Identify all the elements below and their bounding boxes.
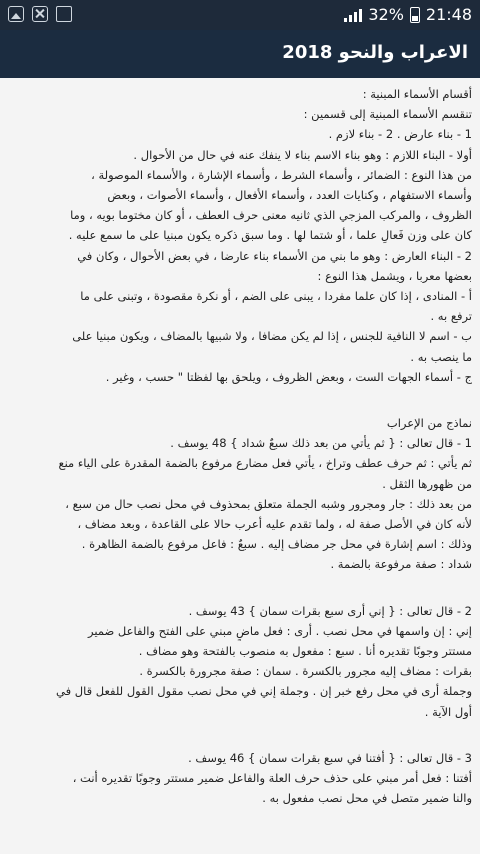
battery-percent: 32%	[368, 5, 404, 24]
article-line: إني : إن واسمها في محل نصب . أرى : فعل ماضٍ مبني على الفتح والفاعل ضمير	[88, 623, 472, 638]
image-icon	[8, 6, 24, 22]
notification-icons	[8, 6, 72, 22]
status-bar	[0, 0, 480, 30]
article-line: أولا - البناء اللازم : وهو بناء الاسم بناء لا ينفك عنه في حال من الأحوال .	[133, 147, 472, 162]
article-line: ج - أسماء الجهات الست ، وبعض الظروف ، ويلحق بها لفظتا " حسب ، وغير .	[105, 369, 472, 384]
article-line: نماذج من الإعراب	[386, 416, 472, 431]
article-line: كان على وزن فَعالِ علما ، أو شتما لها . وما سبق ذكره يكون مبنيا على ما سمع عليه .	[68, 228, 472, 243]
status-right	[344, 5, 472, 24]
article-line: مستتر وجوبًا تقديره أنا . سبع : مفعول به منصوب بالفتحة وهو مضاف .	[138, 644, 472, 659]
battery-icon	[410, 7, 420, 23]
article-line: ثم يأتي : ثم حرف عطف وتراخ ، يأتي فعل مضارع مرفوع بالضمة المقدرة على الياء منع	[58, 456, 472, 471]
article-line: من ظهورها الثقل .	[382, 476, 472, 491]
page-title: الاعراب والنحو 2018	[282, 42, 468, 63]
clock: 21:48	[425, 5, 472, 24]
article-line: أفتنا : فعل أمر مبني على حذف حرف العلة والفاعل ضمير مستتر وجوبًا تقديره أنت ،	[72, 771, 472, 786]
article-line: تنقسم الأسماء المبنية إلى قسمين :	[303, 107, 472, 122]
article-line: أقسام الأسماء المبنية :	[362, 87, 472, 101]
article-line: شداد : صفة مرفوعة بالضمة .	[330, 557, 472, 572]
close-icon	[32, 6, 48, 22]
article-line: 1 - بناء عارض . 2 - بناء لازم .	[328, 127, 472, 142]
article-content[interactable]	[0, 78, 480, 854]
article-line: من بعد ذلك : جار ومجرور وشبه الجملة متعلق بمحذوف في محل نصب حال من سبع ،	[65, 496, 472, 511]
paragraph-gap	[8, 575, 472, 601]
signal-icon	[344, 8, 362, 22]
article-line: وذلك : اسم إشارة في محل جر مضاف إليه . سبعٌ : فاعل مرفوع بالضمة الظاهرة .	[81, 537, 472, 552]
article-line: أول الآية .	[424, 704, 472, 719]
article-line: من هذا النوع : الضمائر ، وأسماء الشرط ، وأسماء الإشارة ، والأسماء الموصولة ،	[91, 167, 472, 182]
article-line: والنا ضمير متصل في محل نصب مفعول به .	[262, 791, 472, 806]
app-header	[0, 30, 480, 78]
article-line: 3 - قال تعالى : { أفتنا في سبع بقرات سمان } 46 يوسف .	[188, 750, 472, 765]
article-line: أ - المنادى ، إذا كان علما مفردا ، يبنى على الضم ، أو نكرة مقصودة ، وتبنى على ما	[80, 289, 472, 304]
article-line: لأنه كان في الأصل صفة له ، ولما تقدم عليه أعرب حالا على القاعدة ، وبعد مضاف ،	[77, 517, 472, 532]
article-line: وجملة أرى في محل رفع خبر إن . وجملة إني في محل نصب مقول القول للفعل قال في	[56, 684, 472, 699]
gallery-icon	[56, 6, 72, 22]
article-line: ترفع به .	[430, 309, 472, 324]
article-line: بقرات : مضاف إليه مجرور بالكسرة . سمان : صفة مجرورة بالكسرة .	[139, 664, 472, 679]
article-line: ما ينصب به .	[410, 349, 472, 364]
article-line: الظروف ، والمركب المزجي الذي ثانيه معنى حرف العطف ، أو كان مختوما بويه ، وما	[70, 208, 472, 223]
article-line: وأسماء الاستفهام ، وكنايات العدد ، وأسماء الأفعال ، وأسماء الأصوات ، وبعض	[107, 188, 472, 203]
article-line: بعضها معربا ، ويشمل هذا النوع :	[317, 268, 472, 283]
paragraph-gap	[8, 387, 472, 413]
article-text	[8, 84, 472, 809]
article-line: ب - اسم لا النافية للجنس ، إذا لم يكن مضافا ، ولا شبيها بالمضاف ، ويكون مبنيا على	[72, 329, 472, 344]
paragraph-gap	[8, 722, 472, 748]
article-line: 2 - البناء العارض : وهو ما بني من الأسماء بناء عارضا ، في بعض الأحوال ، وكان في	[77, 248, 472, 263]
article-line: 2 - قال تعالى : { إني أرى سبع بقرات سمان } 43 يوسف .	[188, 603, 472, 618]
article-line: 1 - قال تعالى : { ثم يأتي من بعد ذلك سبعٌ شداد } 48 يوسف .	[170, 436, 472, 451]
